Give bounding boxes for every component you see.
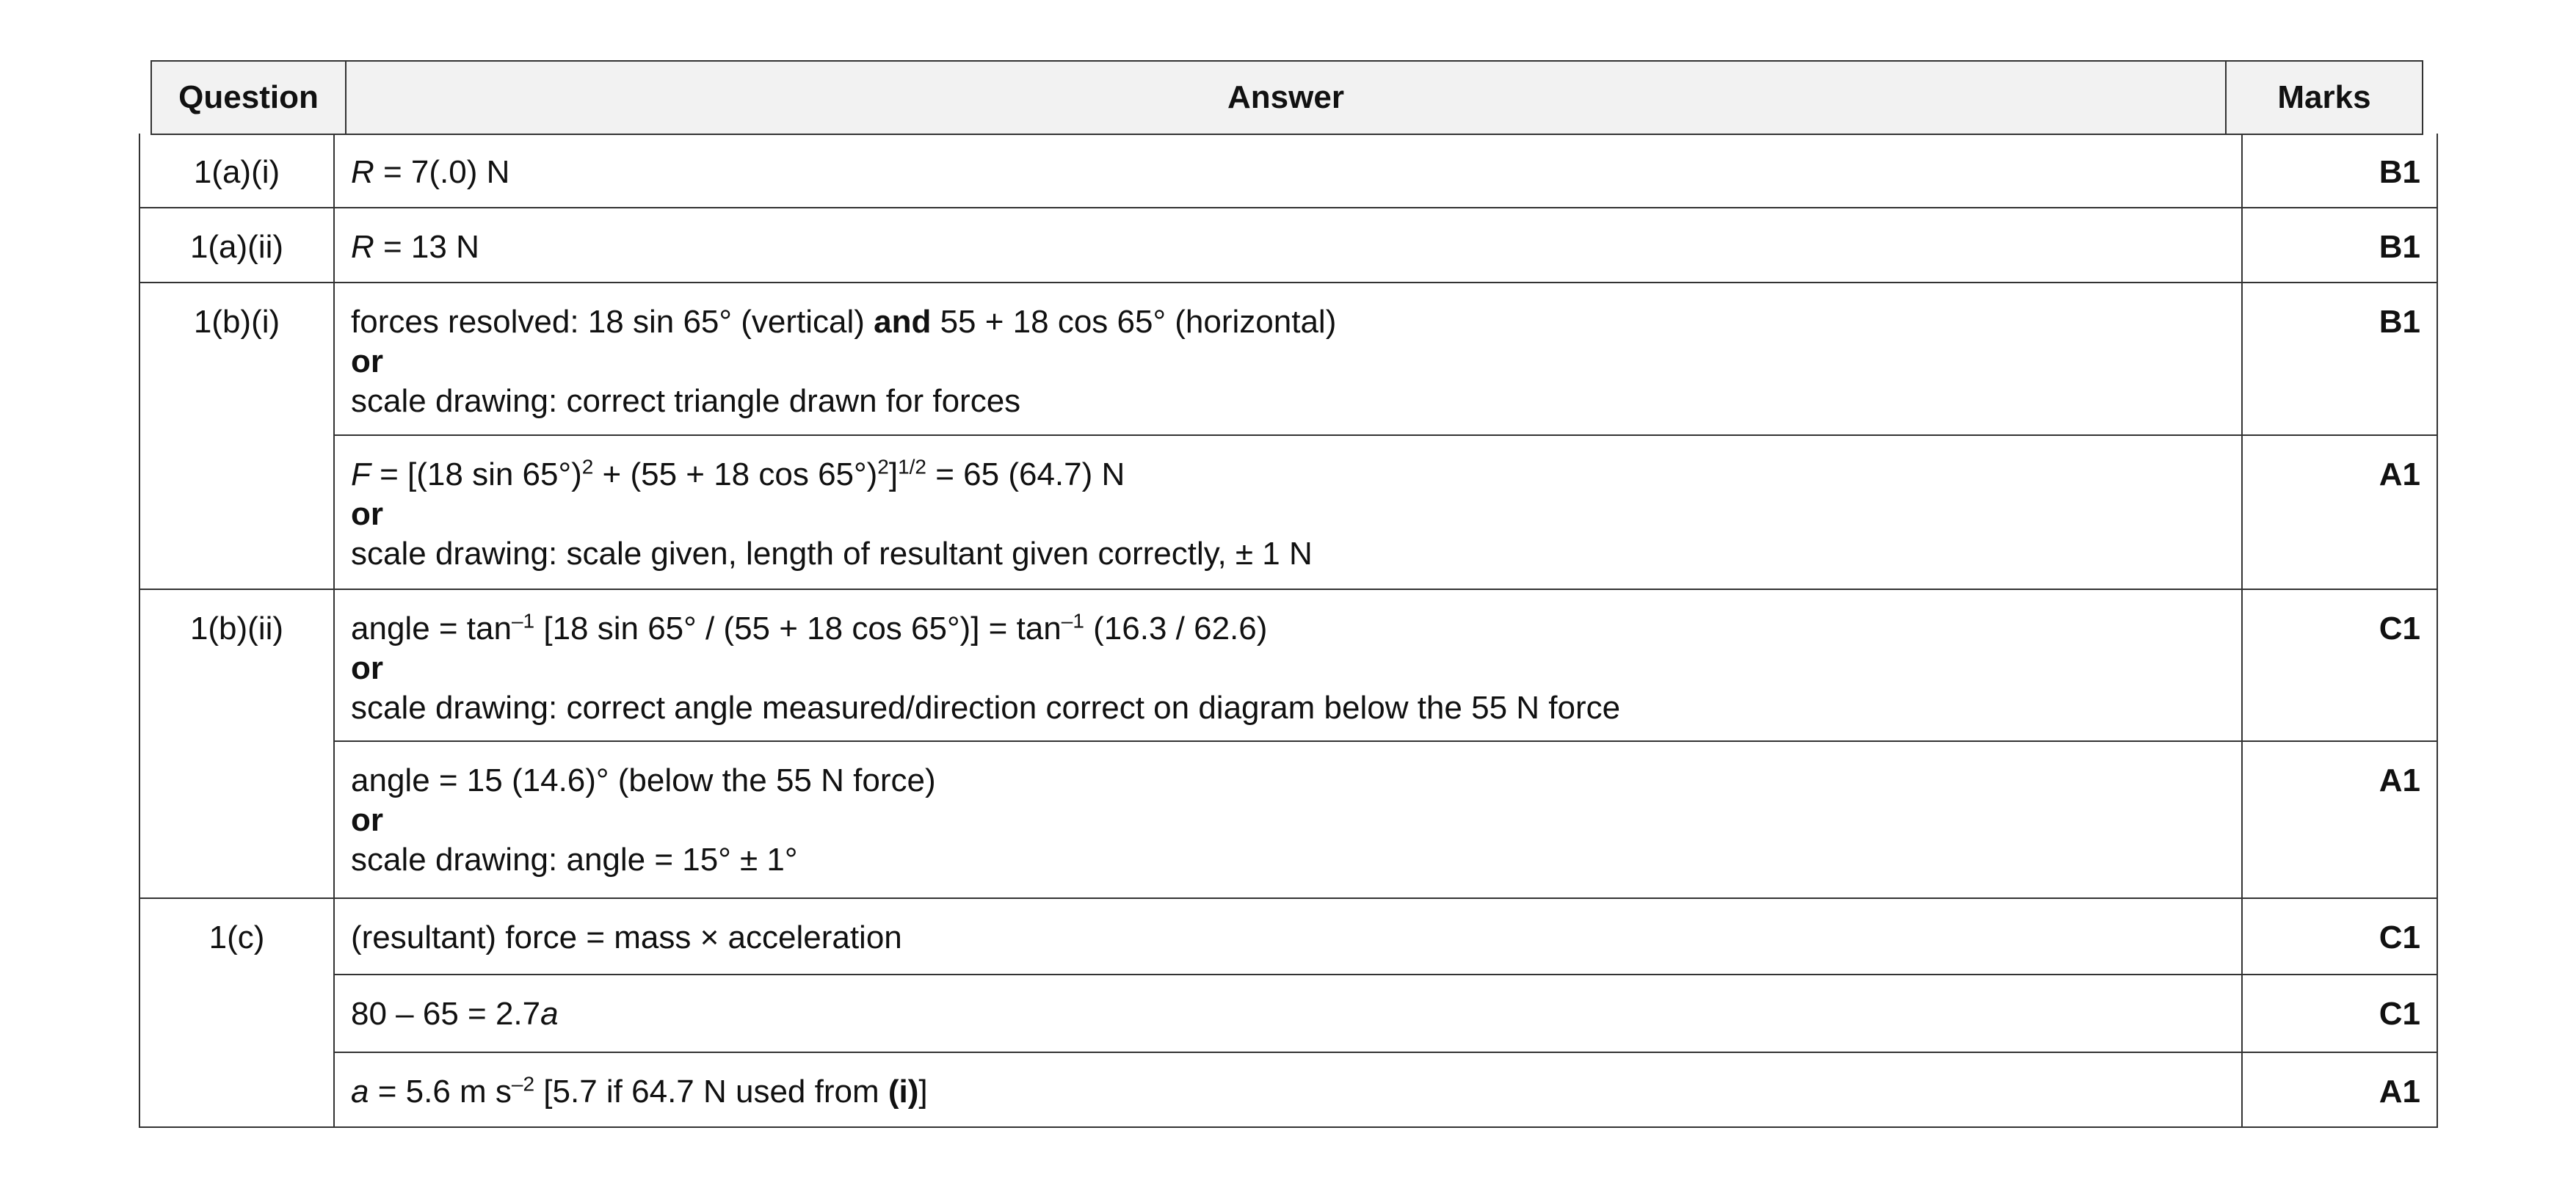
table-row bbox=[139, 435, 2437, 589]
question-cell: 1(c) bbox=[139, 898, 334, 975]
mark-cell: C1 bbox=[2242, 898, 2437, 975]
header-marks: Marks bbox=[2277, 79, 2371, 115]
table-row bbox=[139, 589, 2437, 741]
answer-cell: angle = $\tan^{-1} [18$ sin 65° / (55 + 18 $\cos 65^\circ)] = \tan^{-1} (16.3 / 62.6)$ or scale drawing: correct angle measured/direction correct on diagram below the 55 N force bbox=[334, 589, 2242, 741]
mark-cell: B1 bbox=[2242, 283, 2437, 435]
table-row bbox=[139, 208, 2437, 283]
header-answer: Answer bbox=[347, 62, 2227, 134]
mark-cell: A1 bbox=[2242, 1052, 2437, 1127]
question-cell: 1(b)(i) bbox=[139, 283, 334, 435]
table-row bbox=[139, 741, 2437, 898]
table-row bbox=[139, 134, 2437, 208]
table-row bbox=[139, 975, 2437, 1052]
question-cell: 1(a)(ii) bbox=[139, 208, 334, 283]
answer-cell: R = 7(.0) N bbox=[334, 134, 2242, 208]
table-header bbox=[150, 60, 2423, 135]
mark-cell: C1 bbox=[2242, 975, 2437, 1052]
question-cell bbox=[139, 975, 334, 1052]
answer-cell: R = 13 N bbox=[334, 208, 2242, 283]
table-row bbox=[139, 1052, 2437, 1127]
table-row bbox=[139, 898, 2437, 975]
table-row bbox=[139, 283, 2437, 435]
answer-cell: (resultant) force = mass × acceleration bbox=[334, 898, 2242, 975]
answer-cell: a = 5.6 m $s^{-2}$ [5.7 if 64.7 N used from (i)] bbox=[334, 1052, 2242, 1127]
question-cell bbox=[139, 741, 334, 898]
mark-cell: A1 bbox=[2242, 435, 2437, 589]
question-cell bbox=[139, 435, 334, 589]
mark-cell: C1 bbox=[2242, 589, 2437, 741]
answer-cell: F = [(18 sin 65°)$^2$ + (55 + 18 cos 65°)$^2$]$^{1/2}$ = 65 (64.7) N or scale drawing: scale given, length of resultant given correctly, ± 1 N bbox=[334, 435, 2242, 589]
question-cell bbox=[139, 1052, 334, 1127]
answer-cell: 80 – 65 = 2.7a bbox=[334, 975, 2242, 1052]
mark-cell: B1 bbox=[2242, 208, 2437, 283]
answer-cell: angle = 15 (14.6)° (below the 55 N force) or scale drawing: angle = 15° ± 1° bbox=[334, 741, 2242, 898]
question-cell: 1(a)(i) bbox=[139, 134, 334, 208]
header-question: Question bbox=[152, 62, 347, 134]
mark-cell: A1 bbox=[2242, 741, 2437, 898]
mark-scheme-table bbox=[139, 134, 2438, 1128]
mark-cell: B1 bbox=[2242, 134, 2437, 208]
answer-cell: forces resolved: 18 sin 65° (vertical) and 55 + 18 cos 65° (horizontal) or scale drawing: correct triangle drawn for forces bbox=[334, 283, 2242, 435]
question-cell: 1(b)(ii) bbox=[139, 589, 334, 741]
